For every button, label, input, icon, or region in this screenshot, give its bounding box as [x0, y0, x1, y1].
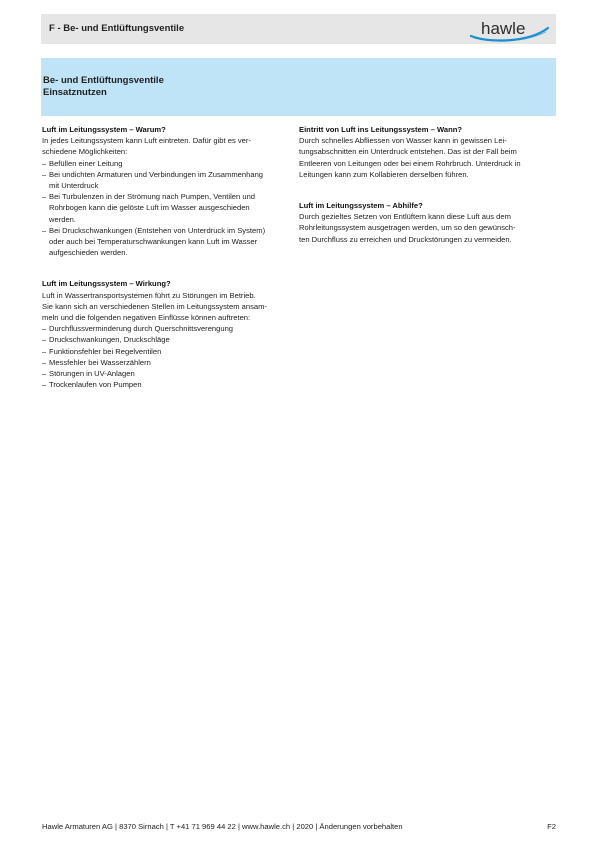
list-item: – Befüllen einer Leitung: [42, 158, 287, 169]
banner-subtitle: Einsatznutzen: [43, 87, 107, 98]
paragraph-line: ten Durchfluss zu erreichen und Druckstörungen zu vermeiden.: [299, 234, 512, 244]
list-item-line: Durchflussverminderung durch Querschnittsverengung: [49, 324, 234, 334]
list-item: – Druckschwankungen, Druckschläge: [42, 334, 287, 345]
list-item: – Störungen in UV-Anlagen: [42, 368, 287, 379]
list-item-line: Funktionsfehler bei Regelventilen: [49, 346, 162, 356]
section-abhilfe: [299, 200, 549, 245]
paragraph-line: schiedene Möglichkeiten:: [42, 147, 128, 157]
list-item: – Trockenlaufen von Pumpen: [42, 379, 287, 390]
list-item-line: mit Unterdruck: [49, 181, 99, 191]
section-title: Eintritt von Luft ins Leitungssystem – Wann?: [299, 125, 462, 134]
list-item-line: aufgeschieden werden.: [49, 248, 128, 258]
list-item-line: Druckschwankungen, Druckschläge: [49, 335, 170, 345]
paragraph-line: tungsabschnitten ein Unterdruck entstehen. Das ist der Fall beim: [299, 147, 517, 157]
list-item-line: Trockenlaufen von Pumpen: [49, 380, 142, 390]
banner-title: Be- und Entlüftungsventile: [43, 75, 164, 86]
list-item: – Funktionsfehler bei Regelventilen: [42, 346, 287, 357]
paragraph-line: Entleeren von Leitungen oder bei einem Rohrbruch. Unterdruck in: [299, 158, 521, 168]
list-item: – Bei undichten Armaturen und Verbindungen im Zusammenhang mit Unterdruck: [42, 169, 287, 191]
page-footer: [42, 822, 556, 831]
list-item-line: Bei undichten Armaturen und Verbindungen im Zusammenhang: [49, 169, 264, 179]
page-header: [41, 14, 556, 44]
section-title: Luft im Leitungssystem – Wirkung?: [42, 279, 171, 289]
paragraph-line: Luft in Wassertransportsystemen führt zu Störungen im Betrieb.: [42, 290, 256, 300]
left-column: [42, 124, 287, 409]
paragraph-line: Durch gezieltes Setzen von Entlüftern kann diese Luft aus dem: [299, 212, 511, 222]
list-item: – Bei Turbulenzen in der Strömung nach Pumpen, Ventilen und Rohrbogen kann die gelöste Luft im Wasser ausgeschieden werden.: [42, 191, 287, 225]
section-banner: [41, 58, 556, 116]
paragraph-line: In jedes Leitungssystem kann Luft eintreten. Dafür gibt es ver-: [42, 136, 251, 146]
paragraph-line: Leitungen kann zum Kollabieren derselben führen.: [299, 169, 469, 179]
right-column: [299, 124, 549, 264]
list-item-line: Befüllen einer Leitung: [49, 158, 123, 168]
section-title: Luft im Leitungssystem – Abhilfe?: [299, 201, 423, 211]
list-item-line: Bei Turbulenzen in der Strömung nach Pumpen, Ventilen und: [49, 192, 256, 202]
list-item-line: Störungen in UV-Anlagen: [49, 369, 135, 379]
paragraph-line: Rohrleitungssystem ausgetragen werden, um so den gewünsch-: [299, 223, 516, 233]
list-item-line: Messfehler bei Wasserzählern: [49, 357, 151, 367]
hawle-logo: [468, 16, 552, 42]
list-item: – Bei Druckschwankungen (Entstehen von Unterdruck im System) oder auch bei Temperaturschwankungen kann Luft im Wasser aufgeschieden werden.: [42, 225, 287, 259]
list-item-line: oder auch bei Temperaturschwankungen kann Luft im Wasser: [49, 237, 258, 247]
list-item-line: Bei Druckschwankungen (Entstehen von Unterdruck im System): [49, 225, 266, 235]
list-item: – Durchflussverminderung durch Querschnittsverengung: [42, 323, 287, 334]
logo-text: hawle: [481, 19, 526, 38]
header-title: F - Be- und Entlüftungsventile: [49, 23, 185, 34]
section-warum: [42, 124, 287, 258]
paragraph-line: Durch schnelles Abfliessen von Wasser kann in gewissen Lei-: [299, 136, 507, 146]
list-item: – Messfehler bei Wasserzählern: [42, 357, 287, 368]
list-item-line: Rohrbogen kann die gelöste Luft im Wasser ausgeschieden: [49, 203, 250, 213]
list-item-line: werden.: [49, 214, 77, 224]
footer-text: Hawle Armaturen AG | 8370 Sirnach | T +41 71 969 44 22 | www.hawle.ch | 2020 | Änderungen vorbehalten: [42, 822, 403, 831]
page-number: F2: [547, 822, 556, 831]
paragraph-line: Sie kann sich an verschiedenen Stellen im Leitungssystem ansam-: [42, 301, 267, 311]
section-title: Luft im Leitungssystem – Warum?: [42, 125, 166, 134]
section-wann: [299, 124, 549, 180]
paragraph-line: meln und die folgenden negativen Einflüsse können auftreten:: [42, 313, 251, 323]
section-wirkung: [42, 278, 287, 390]
